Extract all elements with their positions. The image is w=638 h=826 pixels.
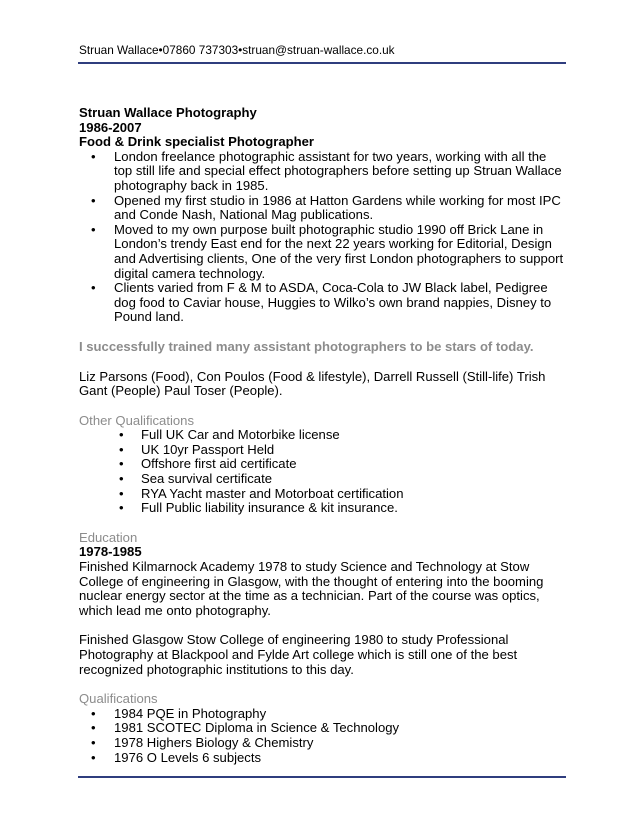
experience-years: 1986-2007 [79,119,142,135]
list-item: • Opened my first studio in 1986 at Hatton Gardens while working for most IPC and Conde Nash, National Mag publications. [91,192,561,223]
education-heading: Education [79,529,138,545]
bullet-icon: • [91,734,96,750]
education-years: 1978-1985 [79,544,142,560]
list-item: • Moved to my own purpose built photographic studio 1990 off Brick Lane in London’s trendy East end for the next 22 years working for Editorial, Design and Advertising clients, One of the very first London photographers to support digital camera technology. [91,221,564,281]
footer-divider [78,776,566,778]
education-paragraph-2: Finished Glasgow Stow College of engineering 1980 to study Professional Photography at Blackpool and Fylde Art college which is still one of the best recognized photographic institutions to this day. [79,632,518,677]
list-item: • Sea survival certificate [119,471,272,487]
bullet-icon: • [119,441,124,457]
list-item: • Full Public liability insurance & kit insurance. [119,500,398,516]
bullet-icon: • [119,500,124,516]
list-item: • 1981 SCOTEC Diploma in Science & Technology [91,720,400,736]
job-title: Food & Drink specialist Photographer [79,134,314,150]
bullet-icon: • [91,192,96,208]
trained-statement: I successfully trained many assistant photographers to be stars of today. [79,338,534,354]
bullet-icon: • [91,705,96,721]
qualifications-heading: Qualifications [79,691,158,707]
bullet-icon: • [91,148,96,164]
company-name: Struan Wallace Photography [79,105,257,120]
list-item: • 1976 O Levels 6 subjects [91,749,262,765]
bullet-icon: • [91,280,96,296]
list-item: • Clients varied from F & M to ASDA, Coca-Cola to JW Black label, Pedigree dog food to Caviar house, Huggies to Wilko’s own brand nappies, Disney to Pound land. [91,280,552,325]
list-item: • Offshore first aid certificate [119,456,297,472]
contact-header: Struan Wallace•07860 737303•struan@struan-wallace.co.uk [79,43,395,57]
other-qualifications-list [79,428,565,516]
list-item: • Full UK Car and Motorbike license [119,427,340,443]
other-qualifications-heading: Other Qualifications [79,412,194,428]
bullet-icon: • [119,427,124,443]
bullet-icon: • [119,456,124,472]
bullet-icon: • [91,749,96,765]
list-item: • 1978 Highers Biology & Chemistry [91,734,314,750]
list-item: • UK 10yr Passport Held [119,441,275,457]
list-item: • RYA Yacht master and Motorboat certification [119,485,404,501]
bullet-icon: • [91,720,96,736]
experience-list [79,150,565,325]
bullet-icon: • [91,221,96,237]
trained-names: Liz Parsons (Food), Con Poulos (Food & lifestyle), Darrell Russell (Still-life) Trish Gant (People) Paul Toser (People). [79,368,546,399]
list-item: • 1984 PQE in Photography [91,705,267,721]
bullet-icon: • [119,471,124,487]
resume-body [79,106,565,765]
bullet-icon: • [119,485,124,501]
header-divider [78,62,566,64]
list-item: • London freelance photographic assistant for two years, working with all the top still life and special effect photographers before setting up Struan Wallace photography back in 1985. [91,148,562,193]
education-paragraph-1: Finished Kilmarnock Academy 1978 to study Science and Technology at Stow College of engineering in Glasgow, with the thought of entering into the booming nuclear energy sector at the time as a technician. Part of the course was optics, which lead me onto photography. [79,559,544,618]
qualifications-list [79,707,565,765]
